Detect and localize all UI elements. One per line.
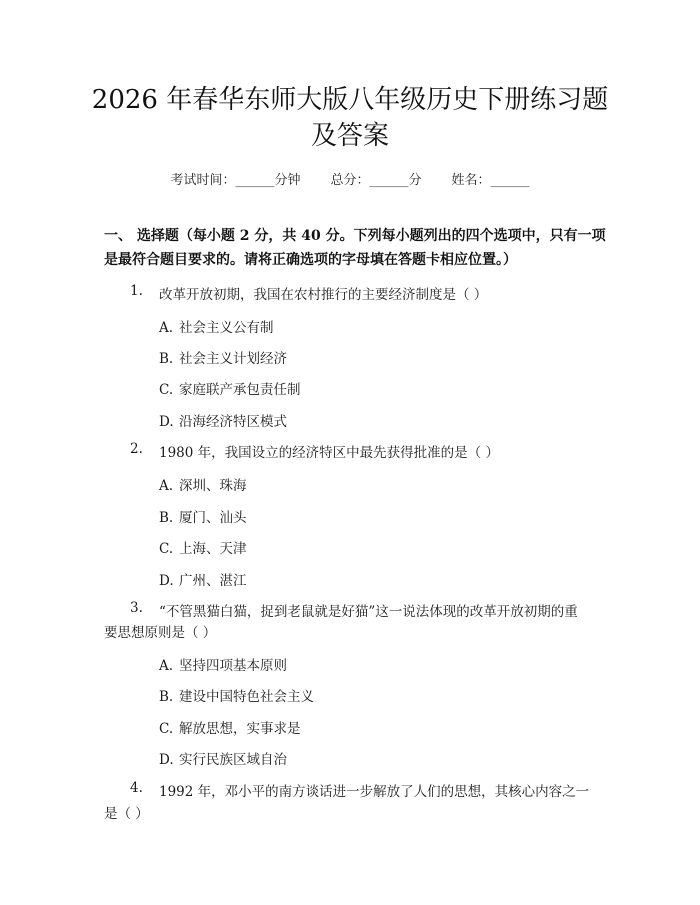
option-text: 坚持四项基本原则 xyxy=(179,658,287,674)
option-2c xyxy=(159,537,247,557)
option-1b xyxy=(159,347,287,367)
option-letter: C. xyxy=(159,382,174,398)
option-3c xyxy=(159,717,301,737)
option-letter: A. xyxy=(159,658,174,674)
exam-time-field: 考试时间：______分钟 xyxy=(170,173,301,188)
option-letter: C. xyxy=(159,721,174,737)
option-2a xyxy=(159,474,247,494)
option-3a xyxy=(159,654,287,674)
option-3b xyxy=(159,685,314,705)
name-field: 姓名：______ xyxy=(451,173,530,188)
option-text: 建设中国特色社会主义 xyxy=(179,689,314,705)
question-4-continuation xyxy=(0,802,700,822)
question-4 xyxy=(0,780,700,800)
question-number: 3. xyxy=(130,600,143,616)
question-3 xyxy=(0,600,700,620)
section-heading-line-2: 是最符合题目要求的。请将正确选项的字母填在答题卡相应位置。） xyxy=(104,252,517,268)
option-letter: B. xyxy=(159,351,174,367)
section-heading-line-1: 一、 选择题（每小题 2 分，共 40 分。下列每小题列出的四个选项中，只有一项 xyxy=(104,228,606,244)
option-1a xyxy=(159,316,274,336)
option-letter: D. xyxy=(159,414,174,430)
exam-meta xyxy=(0,169,700,188)
option-letter: D. xyxy=(159,752,174,768)
option-1c xyxy=(159,378,301,398)
option-text: 沿海经济特区模式 xyxy=(179,414,287,430)
option-letter: B. xyxy=(159,510,174,526)
option-text: 社会主义公有制 xyxy=(179,320,274,336)
question-text-continued: 是（ ） xyxy=(104,806,149,822)
option-text: 家庭联产承包责任制 xyxy=(179,382,301,398)
document-title-line-1: 2026 年春华东师大版八年级历史下册练习题 xyxy=(91,85,609,115)
option-2b xyxy=(159,506,247,526)
question-number: 2. xyxy=(130,441,143,457)
option-letter: B. xyxy=(159,689,174,705)
option-letter: D. xyxy=(159,573,174,589)
total-score-field: 总分：______分 xyxy=(330,173,422,188)
option-text: 广州、湛江 xyxy=(179,573,247,589)
question-2 xyxy=(0,441,700,461)
option-text: 上海、天津 xyxy=(179,541,247,557)
question-3-continuation xyxy=(0,621,700,641)
question-text: 1980 年，我国设立的经济特区中最先获得批准的是（ ） xyxy=(159,445,499,461)
option-letter: C. xyxy=(159,541,174,557)
option-text: 解放思想，实事求是 xyxy=(179,721,301,737)
question-text: 改革开放初期，我国在农村推行的主要经济制度是（ ） xyxy=(159,287,488,303)
option-2d xyxy=(159,569,247,589)
option-text: 实行民族区域自治 xyxy=(179,752,287,768)
option-text: 社会主义计划经济 xyxy=(179,351,287,367)
document-title-line-2: 及答案 xyxy=(310,121,389,151)
question-number: 1. xyxy=(130,283,143,299)
question-text: 1992 年，邓小平的南方谈话进一步解放了人们的思想，其核心内容之一 xyxy=(159,784,590,800)
option-text: 深圳、珠海 xyxy=(179,478,247,494)
question-text-continued: 要思想原则是（ ） xyxy=(104,625,217,641)
question-1 xyxy=(0,283,700,303)
option-text: 厦门、汕头 xyxy=(179,510,247,526)
option-letter: A. xyxy=(159,478,174,494)
option-1d xyxy=(159,410,287,430)
question-text: “不管黑猫白猫，捉到老鼠就是好猫”这一说法体现的改革开放初期的重 xyxy=(159,604,578,620)
option-letter: A. xyxy=(159,320,174,336)
option-3d xyxy=(159,748,287,768)
question-number: 4. xyxy=(130,780,143,796)
